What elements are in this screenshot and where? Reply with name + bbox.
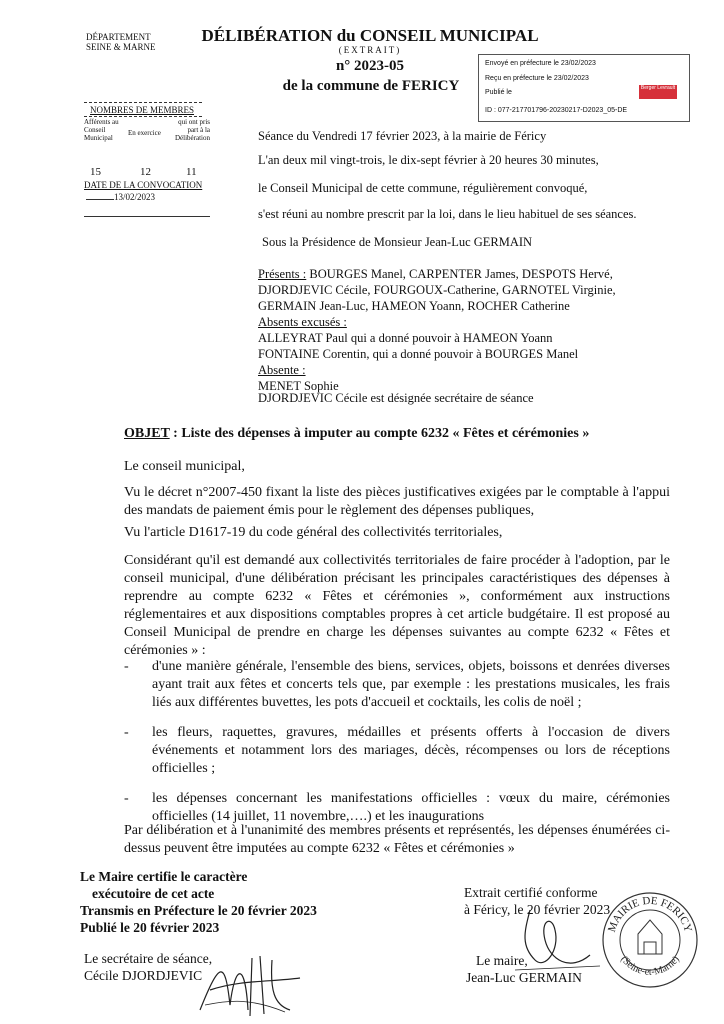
excused-2: FONTAINE Corentin, qui a donné pouvoir à BOURGES Manel [258, 347, 579, 361]
session-date: Séance du Vendredi 17 février 2023, à la mairie de Féricy [258, 129, 547, 143]
cert-line1: Le Maire certifie le caractère [80, 869, 248, 884]
body-article: Vu l'article D1617-19 du code général des collectivités territoriales, [124, 525, 503, 540]
members-bottom-rule [84, 216, 210, 217]
members-value-participants: 11 [186, 166, 197, 178]
body-decree: Vu le décret n°2007-450 fixant la liste des pièces justificatives exigées par le comptable à l'appui des mandats de paiement émis pour le règlement des dépenses publiques, [124, 485, 670, 518]
mayor-title: Le maire, [476, 953, 528, 968]
absent-label: Absente : [258, 363, 306, 377]
object-line [124, 426, 589, 442]
stamp-received: Reçu en préfecture le 23/02/2023 [485, 75, 589, 82]
prefecture-stamp [478, 54, 690, 122]
absent-1: MENET Sophie [258, 379, 339, 393]
secretary-name: Cécile DJORDJEVIC [84, 968, 203, 983]
mayor-signature-icon [500, 900, 610, 980]
session-president: Sous la Présidence de Monsieur Jean-Luc GERMAIN [262, 235, 533, 249]
certification-block [80, 868, 317, 936]
convocation-date-line [86, 192, 206, 202]
excused-1: ALLEYRAT Paul qui a donné pouvoir à HAMEON Yoann [258, 331, 553, 345]
secretary-line: DJORDJEVIC Cécile est désignée secrétaire de séance [258, 391, 534, 405]
members-col3: qui ont pris part à la Délibération [175, 118, 210, 142]
present-names: BOURGES Manel, CARPENTER James, DESPOTS Hervé, DJORDJEVIC Cécile, FOURGOUX-Catherine, GARNOTEL Virginie, GERMAIN Jean-Luc, HAMEON Yoann, ROCHER Catherine [258, 267, 616, 313]
body-intro: Le conseil municipal, [124, 459, 245, 474]
convocation-label: DATE DE LA CONVOCATION [84, 180, 203, 190]
stamp-badge: Berger Levrault [639, 85, 677, 99]
members-title: NOMBRES DE MEMBRES [90, 105, 195, 115]
page-title: DÉLIBÉRATION du CONSEIL MUNICIPAL [201, 26, 539, 45]
body-conclusion: Par délibération et à l'unanimité des membres présents et représentés, les dépenses énumérées ci-dessus peuvent être imputées au compte 6232 « Fêtes et cérémonies » [124, 823, 670, 856]
cert-line3: Transmis en Préfecture le 20 février 2023 [80, 903, 317, 918]
members-value-afferents: 15 [90, 166, 101, 178]
cert-line2: exécutoire de cet acte [92, 886, 215, 901]
members-top-rule [84, 102, 202, 103]
extract-label: (EXTRAIT) [338, 45, 402, 55]
department-block [86, 32, 156, 52]
attendance-block [258, 266, 648, 394]
deliberation-number: n° 2023-05 [335, 58, 405, 74]
body-considering: Considérant qu'il est demandé aux collectivités territoriales de faire procéder à l'adoption, par le conseil municipal, d'une délibération précisant les principales caractéristiques des dépenses à reprendre au compte 6232 « Fêtes et cérémonies », conformément aux instructions réglementaires et aux dispositions comptables propres à cet article budgétaire. Il est proposé au Conseil Municipal de prendre en charge les dépenses suivantes au compte 6232 « Fêtes et cérémonies » : [124, 553, 670, 658]
secretary-signature-icon [190, 950, 310, 1020]
expense-list [124, 658, 670, 838]
members-value-exercice: 12 [140, 166, 151, 178]
object-text: : Liste des dépenses à imputer au compte 6232 « Fêtes et cérémonies » [169, 426, 590, 441]
department-line1: DÉPARTEMENT [86, 32, 151, 42]
seal-icon [600, 890, 700, 990]
list-item: - d'une manière générale, l'ensemble des biens, services, objets, boissons et denrées diverses ayant trait aux fêtes et concerts tels que, par exemple : les prestations musicales, les frais liés aux différentes buvettes, les pots d'accueil et cocktails, les colis de noël ; [124, 658, 670, 712]
list-item: - les dépenses concernant les manifestations officielles : vœux du maire, cérémonies officielles (14 juillet, 11 novembre,….) et les inaugurations [124, 790, 670, 826]
extract-line2: à Féricy, le 20 février 2023 [464, 902, 611, 917]
present-label: Présents : [258, 267, 307, 281]
members-col2: En exercice [128, 129, 161, 137]
members-title-rule [84, 116, 202, 117]
secretary-title: Le secrétaire de séance, [84, 951, 213, 966]
members-box [80, 102, 210, 220]
cert-line4: Publié le 20 février 2023 [80, 920, 220, 935]
stamp-published: Publié le [485, 89, 512, 96]
convocation-date: 13/02/2023 [114, 192, 156, 202]
stamp-id: ID : 077-217701796-20230217-D2023_05-DE [485, 107, 628, 114]
present-row [258, 266, 648, 314]
session-convoked: le Conseil Municipal de cette commune, régulièrement convoqué, [258, 181, 588, 195]
mairie-seal [600, 890, 700, 990]
extract-line1: Extrait certifié conforme [464, 885, 598, 900]
svg-text:(Seine-et-Marne): (Seine-et-Marne) [618, 954, 682, 978]
department-line2: SEINE & MARNE [86, 42, 156, 52]
object-label: OBJET [124, 426, 170, 441]
list-item: - les fleurs, raquettes, gravures, médailles et présents offerts à l'occasion de divers événements et notamment lors des mariages, décès, récompenses ou lors de réceptions officielles ; [124, 724, 670, 778]
svg-text:MAIRIE DE FERICY: MAIRIE DE FERICY [605, 894, 695, 934]
members-col1: Afférents au Conseil Municipal [84, 118, 119, 142]
session-location: s'est réuni au nombre prescrit par la loi, dans le lieu habituel de ses séances. [258, 207, 637, 221]
session-time: L'an deux mil vingt-trois, le dix-sept février à 20 heures 30 minutes, [258, 153, 599, 167]
commune-name: de la commune de FERICY [282, 78, 460, 94]
mayor-name: Jean-Luc GERMAIN [466, 970, 582, 985]
stamp-sent: Envoyé en préfecture le 23/02/2023 [485, 60, 596, 67]
excused-label: Absents excusés : [258, 315, 347, 329]
